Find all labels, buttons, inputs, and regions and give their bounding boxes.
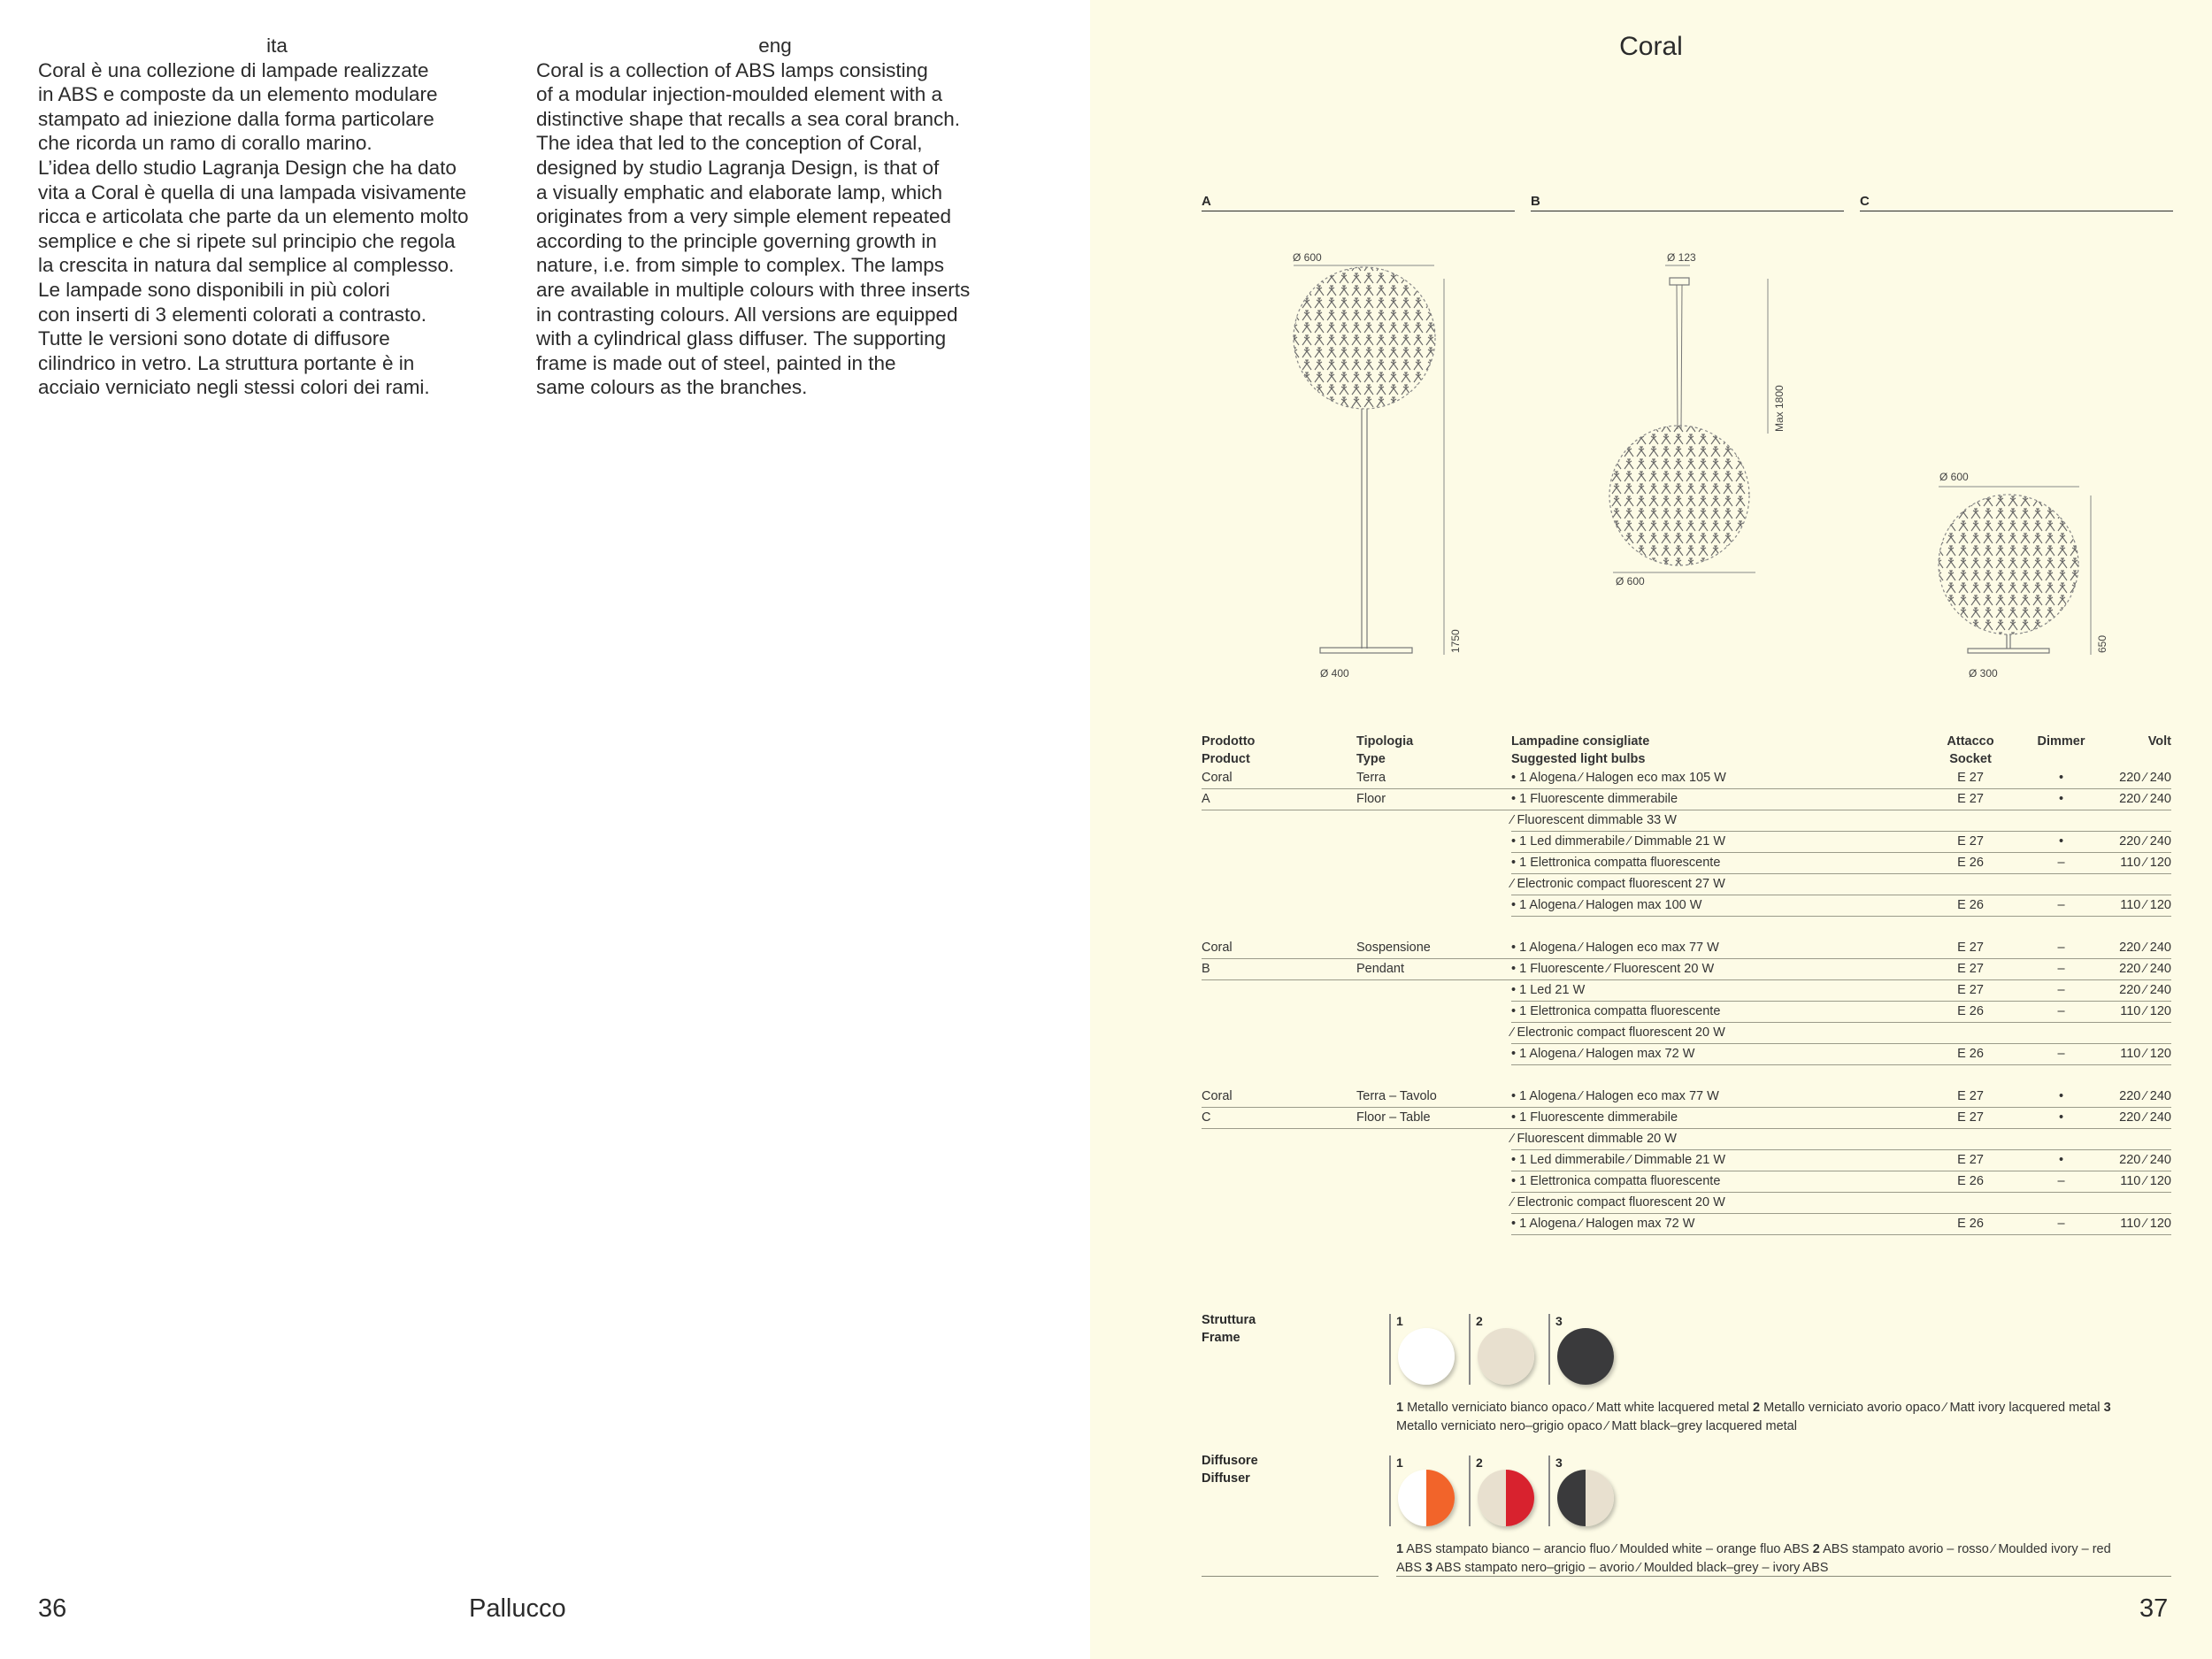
table-row xyxy=(1202,1129,2171,1150)
cell-bulb: • 1 Led dimmerabile ⁄ Dimmable 21 W xyxy=(1511,832,1931,853)
table-row xyxy=(1202,980,2171,1002)
cell-volt: 220 ⁄ 240 xyxy=(2112,938,2171,959)
cell-type xyxy=(1356,810,1511,832)
cell-volt: 110 ⁄ 120 xyxy=(2112,1044,2171,1065)
cell-bulb: ⁄ Fluorescent dimmable 20 W xyxy=(1511,1129,1931,1150)
cell-volt: 220 ⁄ 240 xyxy=(2112,980,2171,1002)
cell-volt: 220 ⁄ 240 xyxy=(2112,789,2171,810)
cell-socket: E 27 xyxy=(1931,789,2010,810)
page-number-right: 37 xyxy=(2139,1594,2169,1623)
cell-volt xyxy=(2112,1193,2171,1214)
cell-volt: 110 ⁄ 120 xyxy=(2112,895,2171,917)
cell-bulb: • 1 Alogena ⁄ Halogen eco max 105 W xyxy=(1511,768,1931,789)
cell-dimmer: – xyxy=(2010,895,2112,917)
cell-bulb: • 1 Fluorescente ⁄ Fluorescent 20 W xyxy=(1511,959,1931,980)
text-line: a visually emphatic and elaborate lamp, which xyxy=(536,180,942,204)
cell-bulb: • 1 Alogena ⁄ Halogen max 72 W xyxy=(1511,1214,1931,1235)
cell-socket: E 26 xyxy=(1931,1214,2010,1235)
cell-bulb: • 1 Elettronica compatta fluorescente xyxy=(1511,1002,1931,1023)
cell-product xyxy=(1202,1002,1356,1023)
legend-text: Metallo verniciato bianco opaco ⁄ Matt white lacquered metal xyxy=(1403,1401,1754,1415)
table-row xyxy=(1202,1002,2171,1023)
variant-header-c: C xyxy=(1860,194,2173,211)
cell-type xyxy=(1356,1214,1511,1235)
color-swatch xyxy=(1478,1328,1534,1385)
text-line: Le lampade sono disponibili in più colori xyxy=(38,278,390,301)
color-swatch xyxy=(1398,1328,1455,1385)
group-spacer xyxy=(1202,917,2171,939)
cell-volt: 110 ⁄ 120 xyxy=(2112,1214,2171,1235)
cell-bulb: • 1 Elettronica compatta fluorescente xyxy=(1511,853,1931,874)
cell-socket xyxy=(1931,874,2010,895)
italian-column xyxy=(38,34,516,400)
text-line: originates from a very simple element repeated xyxy=(536,205,951,228)
dim-a-height: 1750 xyxy=(1449,629,1462,653)
cell-type: Terra xyxy=(1356,768,1511,789)
table-row xyxy=(1202,810,2171,832)
swatch-divider xyxy=(1469,1455,1471,1526)
cell-product: Coral xyxy=(1202,938,1356,959)
table-row xyxy=(1202,832,2171,853)
text-line: la crescita in natura dal semplice al complesso. xyxy=(38,254,455,277)
product-title: Coral xyxy=(1619,32,1683,61)
cell-type xyxy=(1356,1023,1511,1044)
col-dimmer: Dimmer xyxy=(2037,734,2085,749)
cell-product: Coral xyxy=(1202,1087,1356,1108)
lamp-c-drawing xyxy=(1939,487,2091,655)
text-line: nature, i.e. from simple to complex. The lamps xyxy=(536,254,945,277)
text-line: semplice e che si ripete sul principio che regola xyxy=(38,229,456,252)
lamp-drawings xyxy=(1090,0,2212,708)
legend-number: 3 xyxy=(2103,1401,2111,1415)
cell-socket: E 26 xyxy=(1931,1002,2010,1023)
table-row xyxy=(1202,768,2171,789)
variant-header-b: B xyxy=(1531,194,1844,211)
cell-bulb: • 1 Led dimmerabile ⁄ Dimmable 21 W xyxy=(1511,1150,1931,1171)
dim-b-diameter: Ø 600 xyxy=(1616,575,1645,588)
table-row xyxy=(1202,874,2171,895)
legend-text: ABS stampato bianco – arancio fluo ⁄ Moulded white – orange fluo ABS xyxy=(1403,1542,1813,1556)
cell-socket: E 27 xyxy=(1931,1150,2010,1171)
cell-type xyxy=(1356,1150,1511,1171)
cell-product xyxy=(1202,810,1356,832)
cell-socket: E 27 xyxy=(1931,938,2010,959)
swatch-number: 1 xyxy=(1396,1314,1403,1328)
cell-volt: 110 ⁄ 120 xyxy=(2112,853,2171,874)
cell-product xyxy=(1202,1171,1356,1193)
cell-type xyxy=(1356,1193,1511,1214)
cell-socket: E 27 xyxy=(1931,959,2010,980)
table-row xyxy=(1202,938,2171,959)
cell-product xyxy=(1202,1193,1356,1214)
legend-number: 2 xyxy=(1753,1401,1761,1415)
color-swatch xyxy=(1557,1470,1614,1526)
cell-dimmer xyxy=(2010,874,2112,895)
cell-dimmer: – xyxy=(2010,938,2112,959)
cell-type xyxy=(1356,1044,1511,1065)
table-row xyxy=(1202,1150,2171,1171)
cell-bulb: • 1 Alogena ⁄ Halogen eco max 77 W xyxy=(1511,938,1931,959)
text-line: The idea that led to the conception of Coral, xyxy=(536,132,923,155)
cell-socket: E 26 xyxy=(1931,895,2010,917)
cell-dimmer: – xyxy=(2010,1171,2112,1193)
dim-a-diameter: Ø 600 xyxy=(1293,251,1322,264)
cell-socket: E 27 xyxy=(1931,980,2010,1002)
cell-product xyxy=(1202,1214,1356,1235)
diffuser-legend xyxy=(1396,1540,2131,1577)
cell-type xyxy=(1356,832,1511,853)
text-line: same colours as the branches. xyxy=(536,376,808,399)
cell-dimmer: – xyxy=(2010,1214,2112,1235)
brand-name: Pallucco xyxy=(469,1594,566,1623)
cell-socket xyxy=(1931,1129,2010,1150)
table-row xyxy=(1202,1193,2171,1214)
cell-type xyxy=(1356,874,1511,895)
cell-product xyxy=(1202,895,1356,917)
cell-volt: 220 ⁄ 240 xyxy=(2112,832,2171,853)
table-row xyxy=(1202,1214,2171,1235)
text-line: are available in multiple colours with three inserts xyxy=(536,278,971,301)
cell-product xyxy=(1202,1129,1356,1150)
cell-socket: E 26 xyxy=(1931,853,2010,874)
table-row xyxy=(1202,959,2171,980)
text-line: with a cylindrical glass diffuser. The supporting xyxy=(536,327,947,350)
cell-type: Sospensione xyxy=(1356,938,1511,959)
spec-table xyxy=(1202,733,2171,1235)
frame-label: Struttura Frame xyxy=(1202,1313,1256,1345)
cell-socket xyxy=(1931,1023,2010,1044)
swatch-number: 1 xyxy=(1396,1455,1403,1470)
cell-socket: E 27 xyxy=(1931,1108,2010,1129)
dim-b-height: Max 1800 xyxy=(1773,385,1786,432)
cell-bulb: • 1 Alogena ⁄ Halogen max 72 W xyxy=(1511,1044,1931,1065)
table-row xyxy=(1202,895,2171,917)
cell-bulb: • 1 Alogena ⁄ Halogen eco max 77 W xyxy=(1511,1087,1931,1108)
table-row xyxy=(1202,853,2171,874)
swatch-number: 3 xyxy=(1555,1314,1563,1328)
text-line: Coral è una collezione di lampade realizzate xyxy=(38,58,429,81)
cell-product xyxy=(1202,1150,1356,1171)
cell-socket: E 27 xyxy=(1931,832,2010,853)
cell-volt: 110 ⁄ 120 xyxy=(2112,1171,2171,1193)
text-line: cilindrico in vetro. La struttura portante è in xyxy=(38,351,415,374)
swatch-divider xyxy=(1389,1314,1391,1385)
cell-dimmer xyxy=(2010,1193,2112,1214)
cell-dimmer: • xyxy=(2010,1108,2112,1129)
page-number-left: 36 xyxy=(38,1594,67,1623)
text-line: distinctive shape that recalls a sea coral branch. xyxy=(536,107,961,130)
text-line: of a modular injection-moulded element with a xyxy=(536,83,942,106)
cell-dimmer xyxy=(2010,810,2112,832)
color-swatch xyxy=(1398,1470,1455,1526)
text-line: stampato ad iniezione dalla forma particolare xyxy=(38,107,434,130)
cell-dimmer: – xyxy=(2010,853,2112,874)
text-line: che ricorda un ramo di corallo marino. xyxy=(38,132,373,155)
dim-c-base: Ø 300 xyxy=(1969,667,1998,680)
swatch-divider xyxy=(1548,1455,1550,1526)
text-line: acciaio verniciato negli stessi colori dei rami. xyxy=(38,376,430,399)
cell-product xyxy=(1202,874,1356,895)
cell-type xyxy=(1356,1002,1511,1023)
text-line: frame is made out of steel, painted in the xyxy=(536,351,896,374)
cell-dimmer xyxy=(2010,1023,2112,1044)
italian-text xyxy=(38,58,516,400)
swatch-number: 2 xyxy=(1476,1455,1483,1470)
cell-product: C xyxy=(1202,1108,1356,1129)
table-header xyxy=(1202,733,2171,768)
cell-bulb: • 1 Led 21 W xyxy=(1511,980,1931,1002)
legend-text: ABS stampato avorio – rosso ⁄ Moulded ivory – red ABS xyxy=(1396,1542,2114,1575)
cell-socket: E 26 xyxy=(1931,1044,2010,1065)
cell-bulb: ⁄ Fluorescent dimmable 33 W xyxy=(1511,810,1931,832)
lamp-b-drawing xyxy=(1609,265,1768,572)
cell-socket: E 26 xyxy=(1931,1171,2010,1193)
col-volt: Volt xyxy=(2147,734,2171,749)
color-swatch xyxy=(1557,1328,1614,1385)
col-socket: Attacco Socket xyxy=(1947,734,1994,766)
english-column xyxy=(536,34,1014,400)
footer-rule-left xyxy=(1202,1576,1379,1577)
cell-bulb: • 1 Fluorescente dimmerabile xyxy=(1511,1108,1931,1129)
cell-dimmer: – xyxy=(2010,1002,2112,1023)
cell-product xyxy=(1202,853,1356,874)
cell-type xyxy=(1356,895,1511,917)
lang-label-eng: eng xyxy=(758,35,792,57)
cell-bulb: • 1 Elettronica compatta fluorescente xyxy=(1511,1171,1931,1193)
cell-socket xyxy=(1931,810,2010,832)
cell-bulb: ⁄ Electronic compact fluorescent 20 W xyxy=(1511,1023,1931,1044)
cell-bulb: ⁄ Electronic compact fluorescent 27 W xyxy=(1511,874,1931,895)
col-product: Prodotto Product xyxy=(1202,734,1256,766)
left-page xyxy=(0,0,1090,1659)
cell-volt: 220 ⁄ 240 xyxy=(2112,1108,2171,1129)
table-row xyxy=(1202,1087,2171,1108)
cell-product xyxy=(1202,832,1356,853)
cell-volt xyxy=(2112,810,2171,832)
text-line: in contrasting colours. All versions are equipped xyxy=(536,303,958,326)
cell-volt xyxy=(2112,1023,2171,1044)
cell-product xyxy=(1202,1023,1356,1044)
cell-dimmer: • xyxy=(2010,1087,2112,1108)
cell-dimmer: – xyxy=(2010,1044,2112,1065)
cell-volt: 220 ⁄ 240 xyxy=(2112,1150,2171,1171)
swatch-divider xyxy=(1389,1455,1391,1526)
swatch-divider xyxy=(1469,1314,1471,1385)
footer-rule-right xyxy=(1396,1576,2171,1577)
text-line: in ABS e composte da un elemento modulare xyxy=(38,83,438,106)
cell-product: B xyxy=(1202,959,1356,980)
col-bulbs: Lampadine consigliate Suggested light bulbs xyxy=(1511,734,1650,766)
text-line: ricca e articolata che parte da un elemento molto xyxy=(38,205,469,228)
cell-dimmer: – xyxy=(2010,959,2112,980)
cell-type xyxy=(1356,1129,1511,1150)
legend-number: 2 xyxy=(1812,1542,1820,1556)
cell-volt: 220 ⁄ 240 xyxy=(2112,959,2171,980)
cell-product: Coral xyxy=(1202,768,1356,789)
cell-dimmer: • xyxy=(2010,832,2112,853)
cell-type xyxy=(1356,980,1511,1002)
legend-text: Metallo verniciato nero–grigio opaco ⁄ Matt black–grey lacquered metal xyxy=(1396,1401,2115,1433)
color-swatch xyxy=(1478,1470,1534,1526)
cell-product xyxy=(1202,980,1356,1002)
frame-legend xyxy=(1396,1399,2131,1435)
legend-number: 3 xyxy=(1425,1560,1433,1575)
legend-number: 1 xyxy=(1396,1542,1404,1556)
cell-type: Floor – Table xyxy=(1356,1108,1511,1129)
lamp-a-drawing xyxy=(1294,265,1444,655)
cell-volt: 110 ⁄ 120 xyxy=(2112,1002,2171,1023)
right-page xyxy=(1090,0,2212,1659)
variant-header-a: A xyxy=(1202,194,1515,211)
cell-type: Terra – Tavolo xyxy=(1356,1087,1511,1108)
col-type: Tipologia Type xyxy=(1356,734,1414,766)
dim-b-canopy: Ø 123 xyxy=(1667,251,1696,264)
text-line: designed by studio Lagranja Design, is that of xyxy=(536,156,940,179)
cell-bulb: • 1 Fluorescente dimmerabile xyxy=(1511,789,1931,810)
cell-dimmer: • xyxy=(2010,768,2112,789)
cell-bulb: • 1 Alogena ⁄ Halogen max 100 W xyxy=(1511,895,1931,917)
dim-c-height: 650 xyxy=(2096,634,2108,653)
cell-volt xyxy=(2112,1129,2171,1150)
text-line: Coral is a collection of ABS lamps consisting xyxy=(536,58,928,81)
legend-text: Metallo verniciato avorio opaco ⁄ Matt ivory lacquered metal xyxy=(1760,1401,2104,1415)
cell-dimmer: • xyxy=(2010,1150,2112,1171)
table-row xyxy=(1202,1108,2171,1129)
text-line: Tutte le versioni sono dotate di diffusore xyxy=(38,327,390,350)
cell-volt: 220 ⁄ 240 xyxy=(2112,768,2171,789)
text-line: according to the principle governing growth in xyxy=(536,229,937,252)
cell-dimmer: • xyxy=(2010,789,2112,810)
cell-type: Floor xyxy=(1356,789,1511,810)
text-line: L’idea dello studio Lagranja Design che ha dato xyxy=(38,156,457,179)
text-line: vita a Coral è quella di una lampada visivamente xyxy=(38,180,467,204)
cell-socket: E 27 xyxy=(1931,1087,2010,1108)
table-row xyxy=(1202,1044,2171,1065)
legend-number: 1 xyxy=(1396,1401,1404,1415)
cell-type: Pendant xyxy=(1356,959,1511,980)
cell-socket xyxy=(1931,1193,2010,1214)
text-line: con inserti di 3 elementi colorati a contrasto. xyxy=(38,303,426,326)
diffuser-label: Diffusore Diffuser xyxy=(1202,1454,1258,1486)
cell-type xyxy=(1356,1171,1511,1193)
cell-volt xyxy=(2112,874,2171,895)
cell-product xyxy=(1202,1044,1356,1065)
cell-product: A xyxy=(1202,789,1356,810)
cell-bulb: ⁄ Electronic compact fluorescent 20 W xyxy=(1511,1193,1931,1214)
cell-dimmer: – xyxy=(2010,980,2112,1002)
cell-socket: E 27 xyxy=(1931,768,2010,789)
lang-label-ita: ita xyxy=(266,35,288,57)
cell-dimmer xyxy=(2010,1129,2112,1150)
swatch-number: 3 xyxy=(1555,1455,1563,1470)
swatch-divider xyxy=(1548,1314,1550,1385)
dim-c-diameter: Ø 600 xyxy=(1939,471,1969,483)
cell-type xyxy=(1356,853,1511,874)
legend-text: ABS stampato nero–grigio – avorio ⁄ Moulded black–grey – ivory ABS xyxy=(1432,1560,1829,1575)
table-row xyxy=(1202,1023,2171,1044)
dim-a-base: Ø 400 xyxy=(1320,667,1349,680)
table-row xyxy=(1202,789,2171,810)
english-text xyxy=(536,58,1014,400)
group-spacer xyxy=(1202,1065,2171,1087)
swatch-number: 2 xyxy=(1476,1314,1483,1328)
table-row xyxy=(1202,1171,2171,1193)
cell-volt: 220 ⁄ 240 xyxy=(2112,1087,2171,1108)
